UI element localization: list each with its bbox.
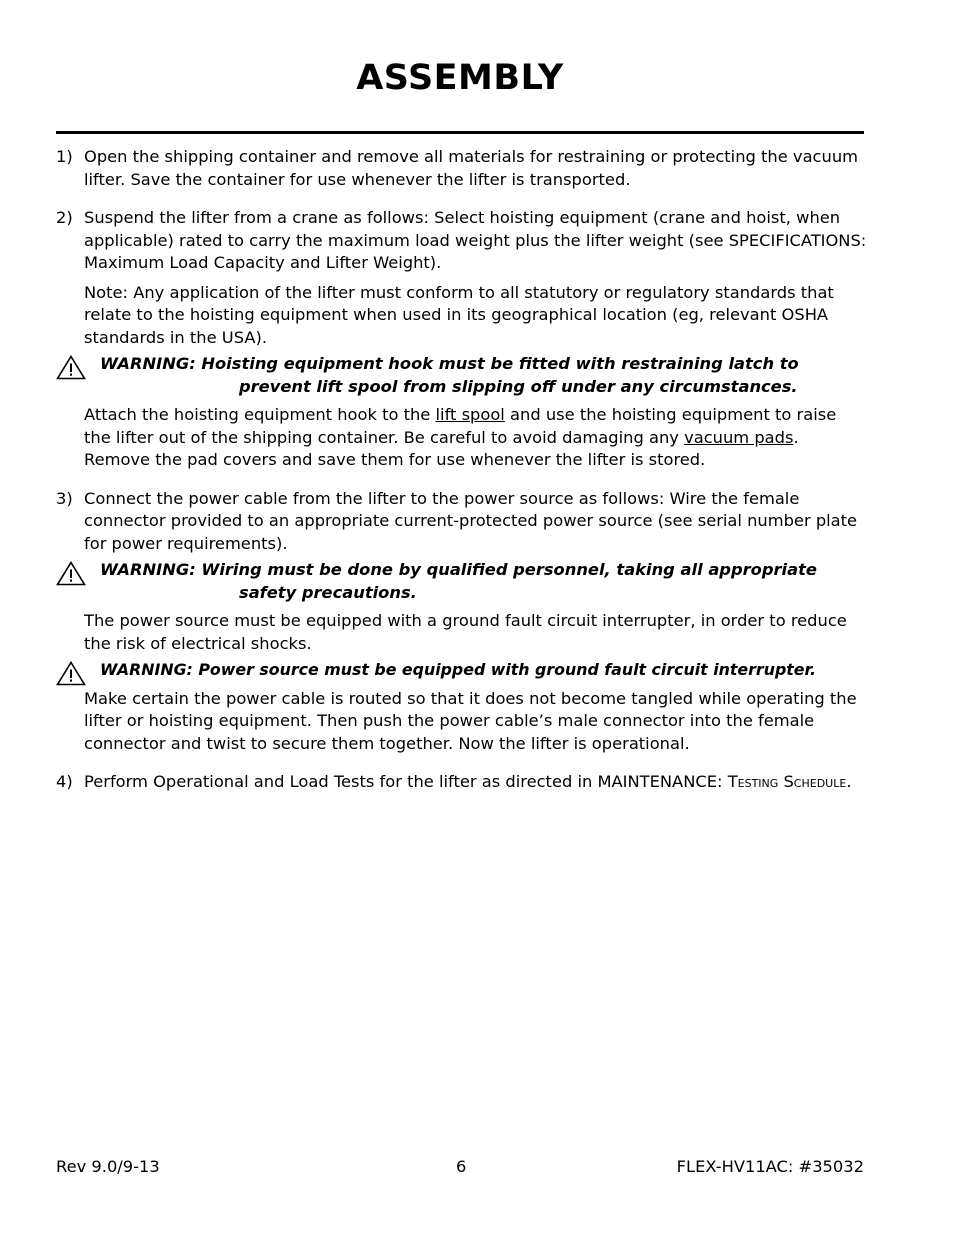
page-footer xyxy=(56,1157,864,1179)
step-text: Suspend the lifter from a crane as follows: Select hoisting equipment (crane and hoist, when applicable) rated to carry the maximum load weight plus the lifter weight (see SPECIFICATIONS: Maximum Load Capacity and Lifter Weight). xyxy=(84,208,867,272)
text-run: Attach the hoisting equipment hook to the xyxy=(84,405,436,424)
step-number: 2) xyxy=(56,208,73,227)
step-4 xyxy=(56,771,868,794)
step-text xyxy=(84,404,868,472)
warning-block xyxy=(56,659,868,682)
step-text: Make certain the power cable is routed so that it does not become tangled while operating the lifter or hoisting equipment. Then push the power cable’s male connector into the female connector and twist to secure them together. Now the lifter is operational. xyxy=(84,688,857,753)
warning-triangle-icon xyxy=(56,561,86,586)
step-2 xyxy=(56,207,868,472)
text-run: Perform Operational and Load Tests for the lifter as directed in MAINTENANCE: xyxy=(84,772,728,791)
document-id: FLEX-HV11AC: #35032 xyxy=(676,1157,864,1176)
warning-triangle-icon xyxy=(56,661,86,686)
step-number: 4) xyxy=(56,772,73,791)
step-number: 1) xyxy=(56,147,73,166)
page-number: 6 xyxy=(456,1157,467,1176)
revision-label: Rev 9.0/9-13 xyxy=(56,1157,160,1176)
warning-block xyxy=(56,559,868,604)
warning-text: WARNING: Power source must be equipped with ground fault circuit interrupter. xyxy=(100,660,817,679)
warning-text: WARNING: Hoisting equipment hook must be fitted with restraining latch to xyxy=(100,354,799,373)
step-1 xyxy=(56,146,868,191)
step-text xyxy=(84,771,868,794)
step-text: The power source must be equipped with a ground fault circuit interrupter, in order to reduce the risk of electrical shocks. xyxy=(84,611,847,653)
text-run: . xyxy=(846,772,852,791)
testing-schedule-ref: Testing Schedule xyxy=(727,772,847,791)
step-text: Connect the power cable from the lifter to the power source as follows: Wire the female connector provided to an appropriate current-protected power source (see serial number plate for power requirements). xyxy=(84,488,858,553)
warning-text: prevent lift spool from slipping off under any circumstances. xyxy=(239,376,798,396)
step-3 xyxy=(56,488,868,756)
step-number: 3) xyxy=(56,488,73,508)
warning-triangle-icon xyxy=(56,355,86,380)
text-run: and use the hoisting equipment to raise the lifter out of the shipping container. Be careful to avoid damaging any xyxy=(84,405,837,447)
warning-text: WARNING: Wiring must be done by qualified personnel, taking all appropriate xyxy=(100,560,817,579)
warning-text: safety precautions. xyxy=(239,582,417,602)
assembly-steps xyxy=(56,146,868,810)
step-text: Open the shipping container and remove all materials for restraining or protecting the vacuum lifter. Save the container for use whenever the lifter is transported. xyxy=(84,147,858,189)
page-title: ASSEMBLY xyxy=(356,58,564,98)
note-text: Note: Any application of the lifter must conform to all statutory or regulatory standards that relate to the hoisting equipment when used in its geographical location (eg, relevant OSHA standards in the USA). xyxy=(84,282,834,347)
lift-spool-link: lift spool xyxy=(435,405,505,424)
text-run: . Remove the pad covers and save them for use whenever the lifter is stored. xyxy=(84,427,799,469)
vacuum-pads-link: vacuum pads xyxy=(684,427,794,447)
title-rule xyxy=(56,131,864,134)
warning-block xyxy=(56,353,868,398)
